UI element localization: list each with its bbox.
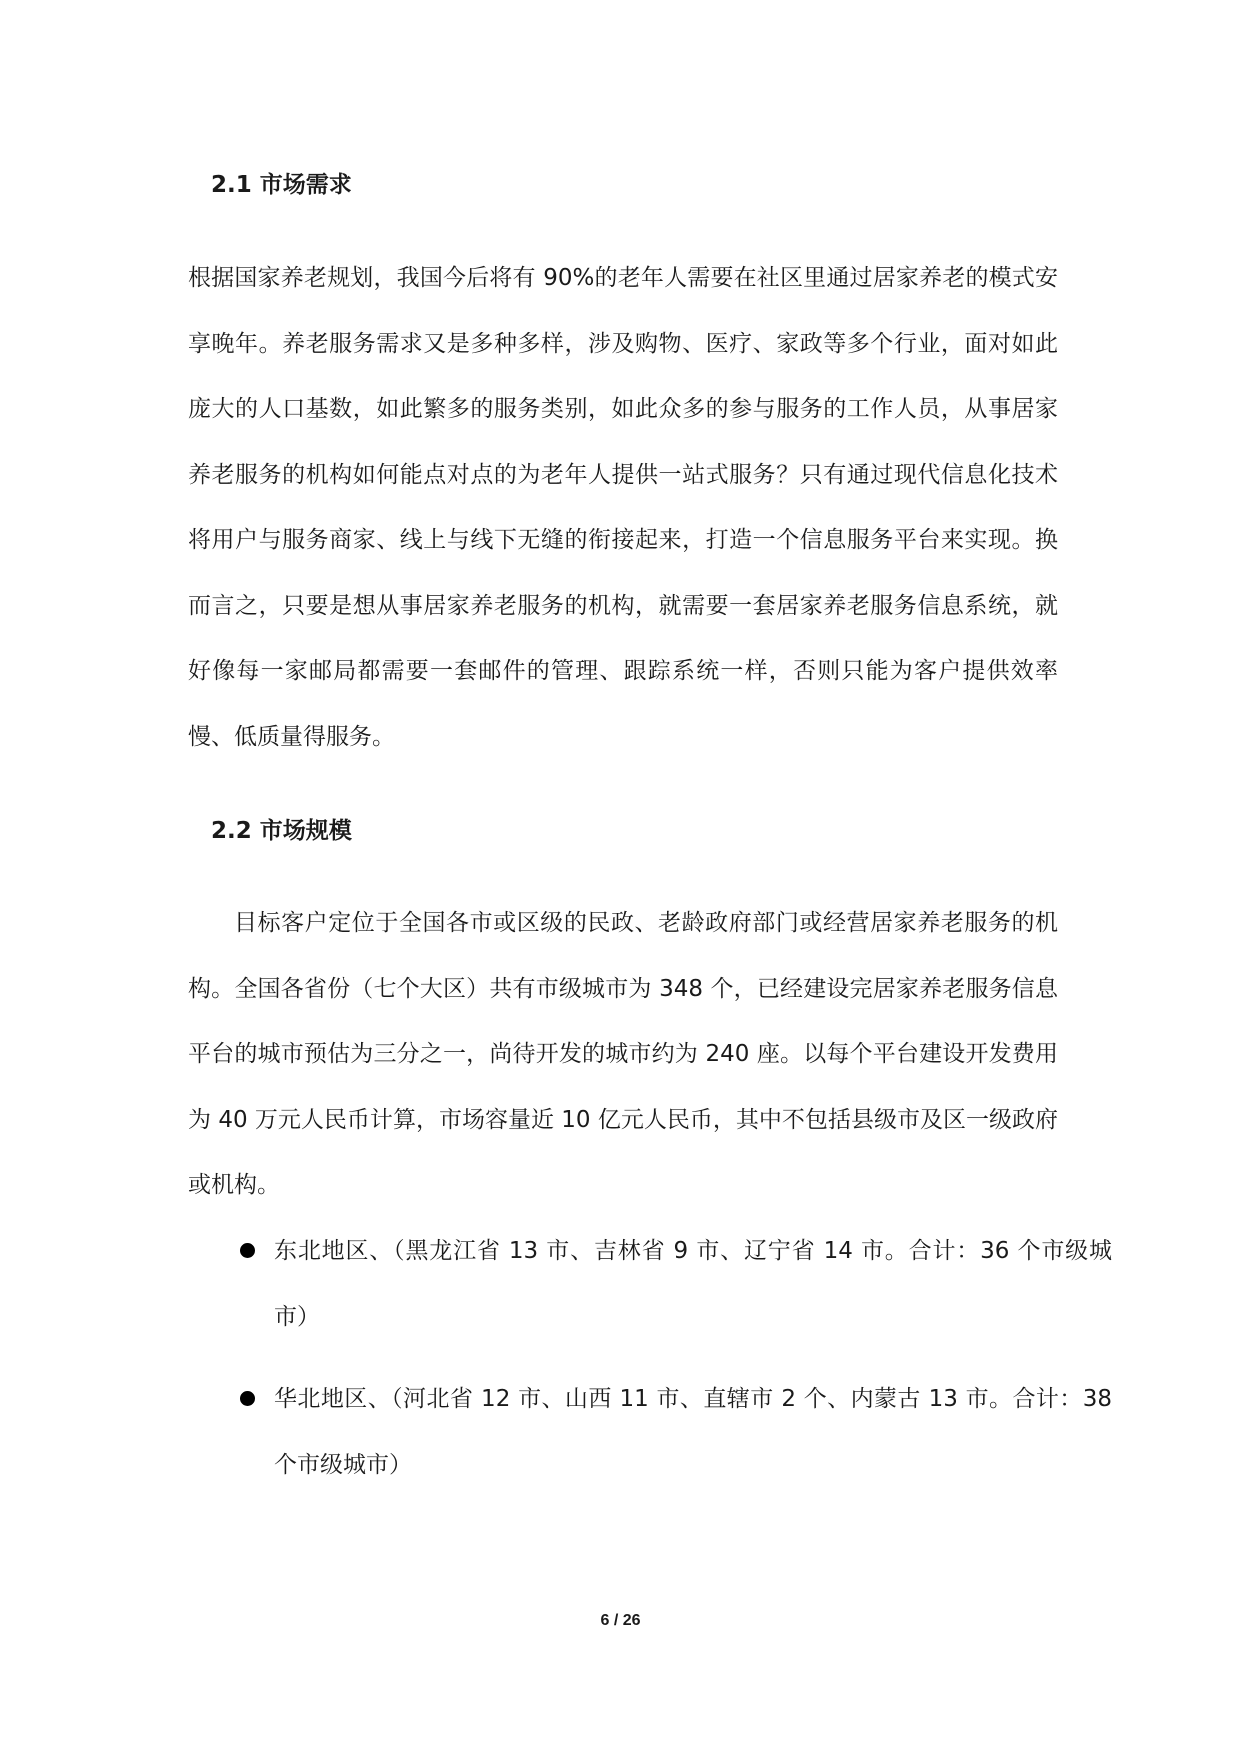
list-item: [232, 1366, 1112, 1498]
section-heading-market-size: 2.2 市场规模: [211, 818, 352, 844]
paragraph-market-demand: 根据国家养老规划，我国今后将有 90%的老年人需要在社区里通过居家养老的模式安享晚年。养老服务需求又是多种多样，涉及购物、医疗、家政等多个行业，面对如此庞大的人口基数，如此繁多的服务类别，如此众多的参与服务的工作人员，从事居家养老服务的机构如何能点对点的为老年人提供一站式服务？只有通过现代信息化技术将用户与服务商家、线上与线下无缝的衔接起来，打造一个信息服务平台来实现。换而言之，只要是想从事居家养老服务的机构，就需要一套居家养老服务信息系统，就好像每一家邮局都需要一套邮件的管理、跟踪系统一样，否则只能为客户提供效率慢、低质量得服务。: [188, 265, 1058, 750]
section-heading-market-demand: 2.1 市场需求: [211, 172, 352, 198]
list-item-text: 东北地区、（黑龙江省 13 市、吉林省 9 市、辽宁省 14 市。合计：36 个市级城市）: [274, 1238, 1112, 1330]
bullet-dot-icon: [240, 1243, 255, 1258]
list-item: [232, 1218, 1112, 1350]
list-item-text: 华北地区、（河北省 12 市、山西 11 市、直辖市 2 个、内蒙古 13 市。合计：38 个市级城市）: [274, 1386, 1112, 1478]
page-number: 6 / 26: [600, 1612, 641, 1629]
bullet-dot-icon: [240, 1391, 255, 1406]
paragraph-market-size: 目标客户定位于全国各市或区级的民政、老龄政府部门或经营居家养老服务的机构。全国各省份（七个大区）共有市级城市为 348 个，已经建设完居家养老服务信息平台的城市预估为三分之一，尚待开发的城市约为 240 座。以每个平台建设开发费用为 40 万元人民币计算，市场容量近 10 亿元人民币，其中不包括县级市及区一级政府或机构。: [188, 910, 1058, 1198]
